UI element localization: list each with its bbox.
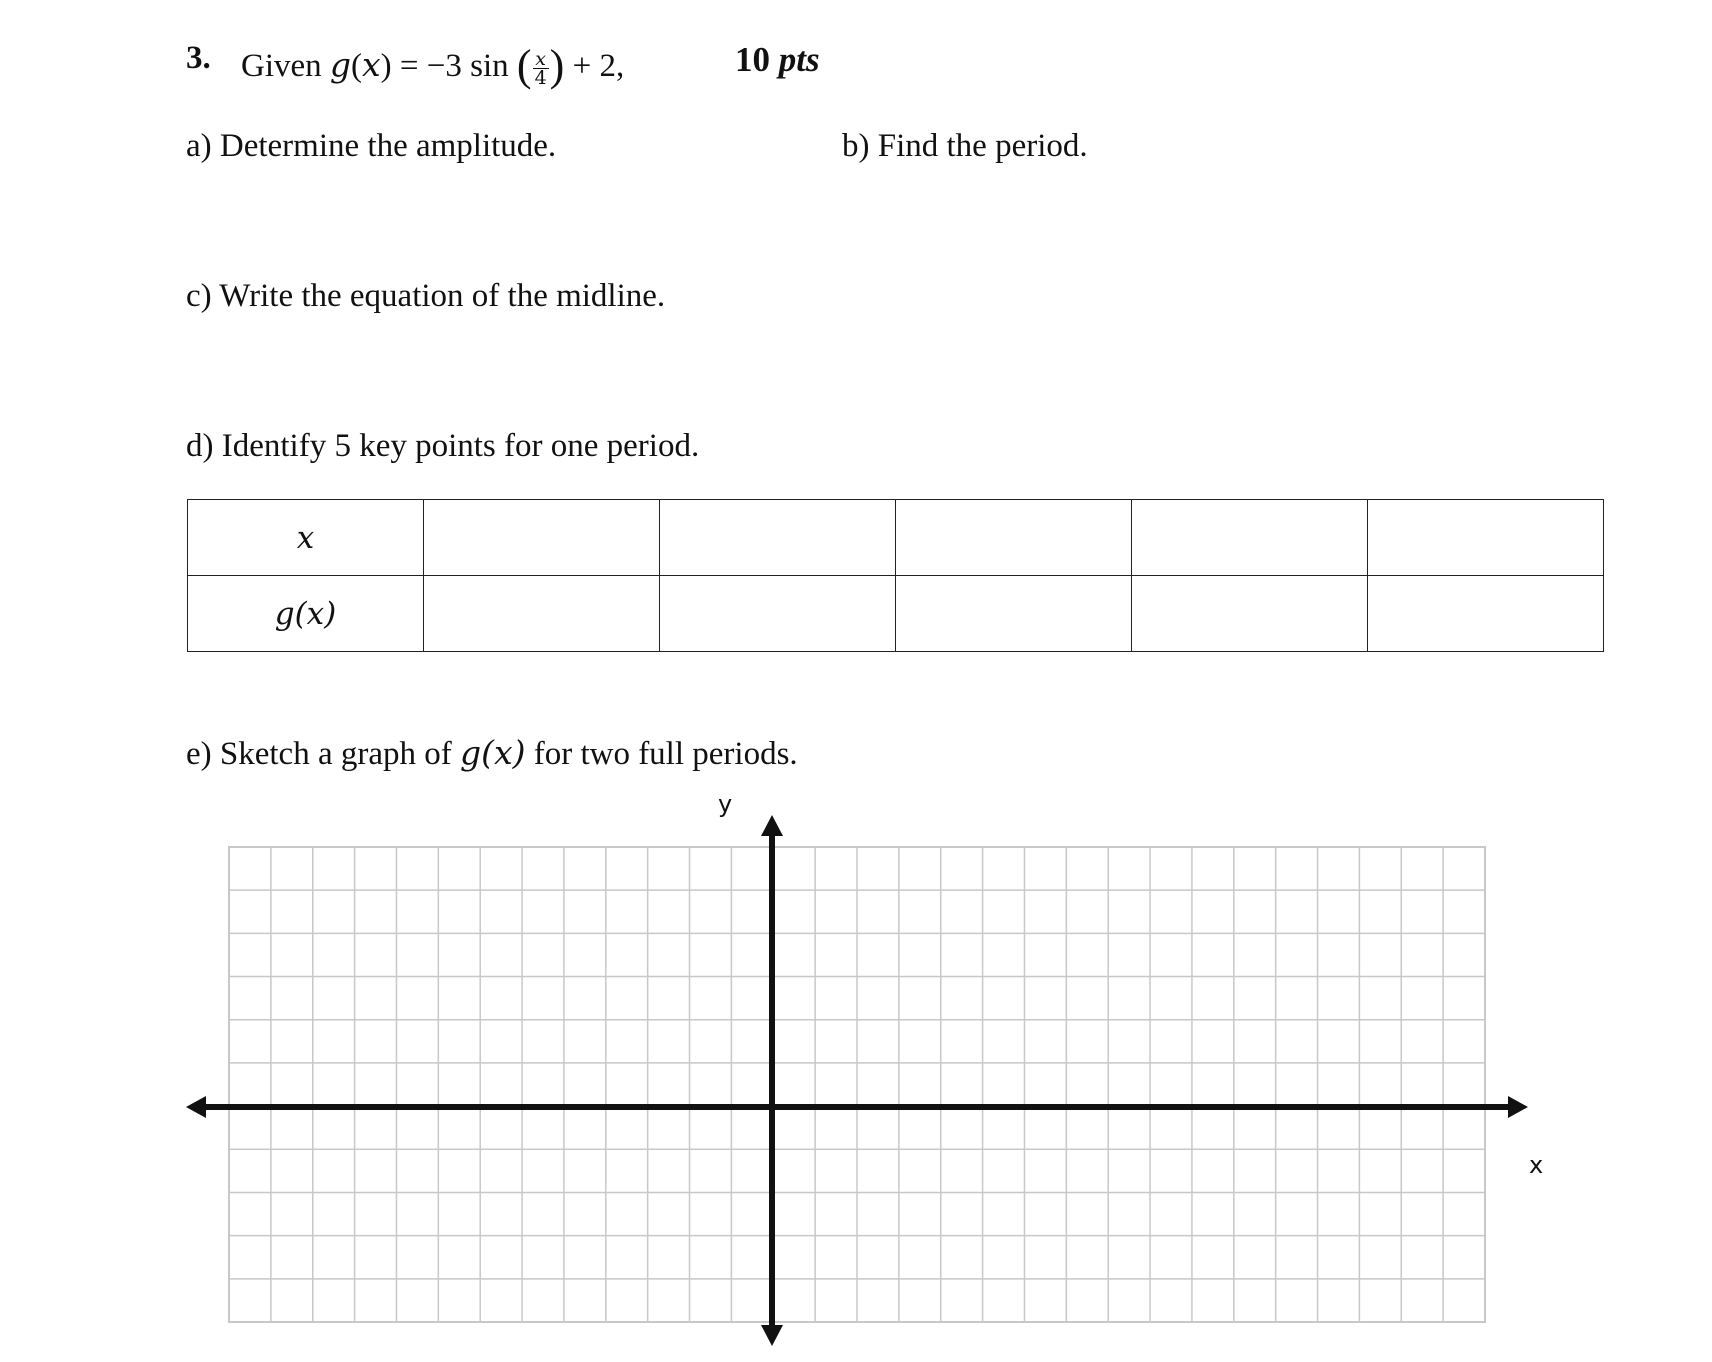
function-name: g: [329, 45, 352, 84]
y-axis-up-arrow-icon: [761, 815, 783, 836]
x-axis-left-arrow-icon: [186, 1096, 206, 1118]
question-a: a) Determine the amplitude.: [186, 128, 557, 164]
given-word: Given: [241, 48, 322, 84]
x-axis-right-arrow-icon: [1508, 1096, 1528, 1118]
fraction-numerator: x: [533, 50, 549, 69]
y-axis: [761, 815, 783, 1346]
grid-lines: [229, 847, 1485, 1322]
row-label-gx: g(x): [188, 576, 424, 652]
constant-term: + 2,: [572, 48, 625, 84]
row-label-x: x: [188, 500, 424, 576]
y-axis-label: y: [718, 790, 733, 818]
question-number: 3.: [186, 40, 211, 76]
question-e-prefix: e) Sketch a graph of: [186, 736, 452, 772]
points-number: 10: [735, 40, 770, 79]
x-axis-label: x: [1529, 1151, 1544, 1179]
question-d: d) Identify 5 key points for one period.: [186, 428, 700, 464]
coefficient: −3: [426, 48, 462, 84]
fraction-denominator: 4: [534, 66, 547, 89]
y-axis-down-arrow-icon: [761, 1325, 783, 1346]
question-c: c) Write the equation of the midline.: [186, 278, 666, 314]
question-e-function: g(x): [459, 733, 526, 772]
function-variable: x: [362, 45, 381, 84]
question-b: b) Find the period.: [842, 128, 1088, 164]
question-e-suffix: for two full periods.: [533, 736, 798, 772]
question-prompt: Given g(x) = −3 sin ( $\frac{x}{4}$ ) + 2,: [241, 41, 625, 90]
trig-function: sin: [470, 48, 509, 84]
points-unit: pts: [778, 40, 820, 79]
